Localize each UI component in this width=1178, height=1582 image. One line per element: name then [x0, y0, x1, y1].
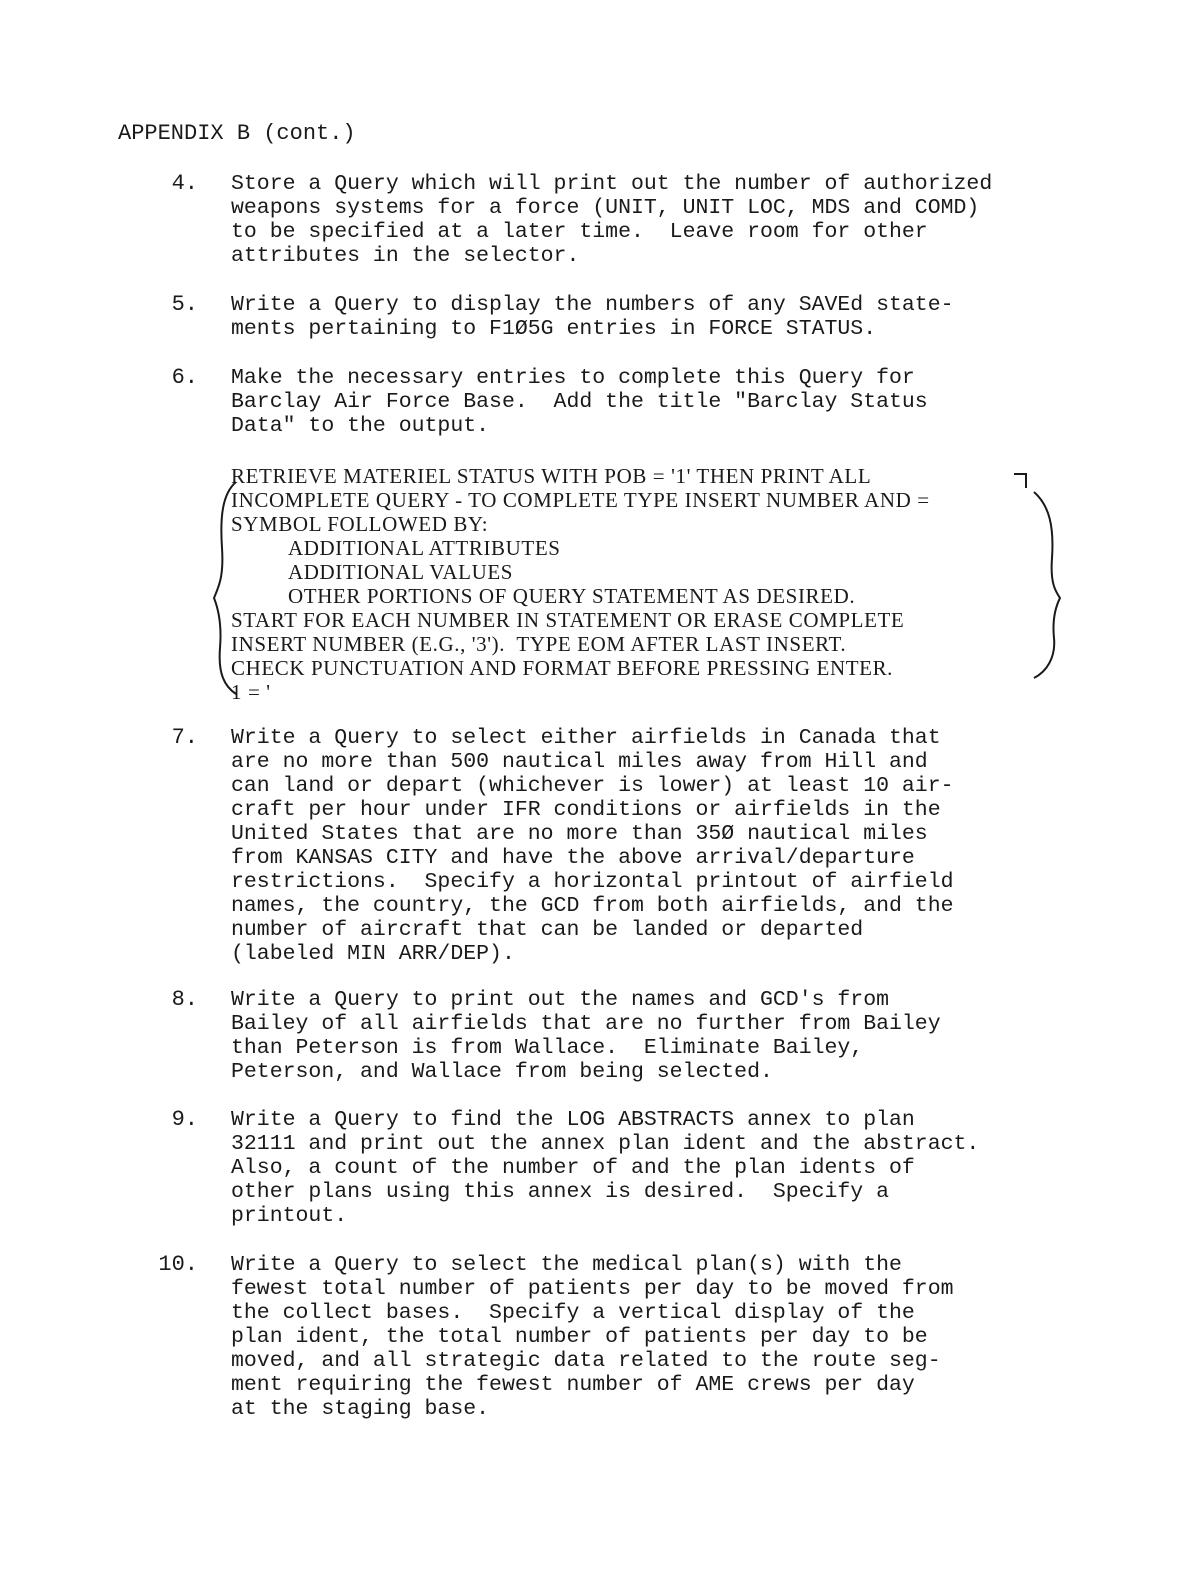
text-line: Write a Query to print out the names and GCD's from [231, 988, 890, 1012]
item-text [231, 172, 992, 268]
item-text [231, 988, 941, 1084]
item-number: 8. [171, 987, 198, 1012]
text-line: ments pertaining to F1Ø5G entries in FORCE STATUS. [231, 317, 877, 341]
item-text [231, 293, 954, 341]
item-text [231, 1108, 979, 1228]
text-line: from KANSAS CITY and have the above arrival/departure [231, 846, 915, 870]
corner-mark [1012, 468, 1034, 490]
query-line: ADDITIONAL ATTRIBUTES [288, 536, 561, 560]
item-text [231, 366, 928, 438]
query-output-block [231, 464, 930, 704]
text-line: craft per hour under IFR conditions or airfields in the [231, 798, 941, 822]
text-line: Write a Query to select the medical plan(s) with the [231, 1253, 902, 1277]
query-line: INCOMPLETE QUERY - TO COMPLETE TYPE INSERT NUMBER AND = [231, 488, 930, 512]
item-number: 6. [171, 365, 198, 390]
text-line: printout. [231, 1204, 348, 1228]
item-number: 9. [171, 1107, 198, 1132]
text-line: Barclay Air Force Base. Add the title "Barclay Status [231, 390, 928, 414]
item-text [231, 726, 954, 966]
item-number: 5. [171, 292, 198, 317]
item-text [231, 1253, 954, 1421]
text-line: Store a Query which will print out the number of authorized [231, 172, 993, 196]
text-line: names, the country, the GCD from both airfields, and the [231, 894, 954, 918]
text-line: Write a Query to find the LOG ABSTRACTS annex to plan [231, 1108, 915, 1132]
text-line: than Peterson is from Wallace. Eliminate Bailey, [231, 1036, 864, 1060]
text-line: to be specified at a later time. Leave room for other [231, 220, 928, 244]
text-line: United States that are no more than 35Ø nautical miles [231, 822, 928, 846]
query-line: OTHER PORTIONS OF QUERY STATEMENT AS DESIRED. [288, 584, 856, 608]
text-line: other plans using this annex is desired. Specify a [231, 1180, 890, 1204]
query-line: SYMBOL FOLLOWED BY: [231, 512, 489, 536]
text-line: (labeled MIN ARR/DEP). [231, 942, 515, 966]
text-line: 32111 and print out the annex plan ident and the abstract. [231, 1132, 980, 1156]
text-line: fewest total number of patients per day to be moved from [231, 1277, 954, 1301]
text-line: weapons systems for a force (UNIT, UNIT LOC, MDS and COMD) [231, 196, 980, 220]
item-number: 10. [158, 1252, 198, 1277]
text-line: plan ident, the total number of patients per day to be [231, 1325, 928, 1349]
text-line: restrictions. Specify a horizontal printout of airfield [231, 870, 954, 894]
query-line: START FOR EACH NUMBER IN STATEMENT OR ERASE COMPLETE [231, 608, 905, 632]
text-line: Write a Query to select either airfields in Canada that [231, 726, 941, 750]
text-line: moved, and all strategic data related to the route seg- [231, 1349, 941, 1373]
query-line: CHECK PUNCTUATION AND FORMAT BEFORE PRESSING ENTER. [231, 656, 894, 680]
text-line: Bailey of all airfields that are no further from Bailey [231, 1012, 941, 1036]
text-line: Write a Query to display the numbers of any SAVEd state- [231, 293, 954, 317]
right-brace-mark [1030, 488, 1064, 682]
text-line: the collect bases. Specify a vertical display of the [231, 1301, 915, 1325]
text-line: ment requiring the fewest number of AME crews per day [231, 1373, 915, 1397]
page-heading: APPENDIX B (cont.) [118, 121, 356, 146]
text-line: attributes in the selector. [231, 244, 580, 268]
text-line: number of aircraft that can be landed or departed [231, 918, 864, 942]
query-line: INSERT NUMBER (E.G., '3'). TYPE EOM AFTER LAST INSERT. [231, 632, 847, 656]
query-line: RETRIEVE MATERIEL STATUS WITH POB = '1' THEN PRINT ALL [231, 464, 872, 488]
text-line: Peterson, and Wallace from being selected. [231, 1060, 773, 1084]
text-line: Also, a count of the number of and the plan idents of [231, 1156, 915, 1180]
query-line: 1 = ' [231, 680, 271, 704]
text-line: at the staging base. [231, 1397, 490, 1421]
item-number: 7. [171, 725, 198, 750]
query-line: ADDITIONAL VALUES [288, 560, 514, 584]
text-line: Make the necessary entries to complete this Query for [231, 366, 915, 390]
text-line: Data" to the output. [231, 414, 490, 438]
text-line: are no more than 500 nautical miles away from Hill and [231, 750, 928, 774]
text-line: can land or depart (whichever is lower) at least 10 air- [231, 774, 954, 798]
item-number: 4. [171, 171, 198, 196]
